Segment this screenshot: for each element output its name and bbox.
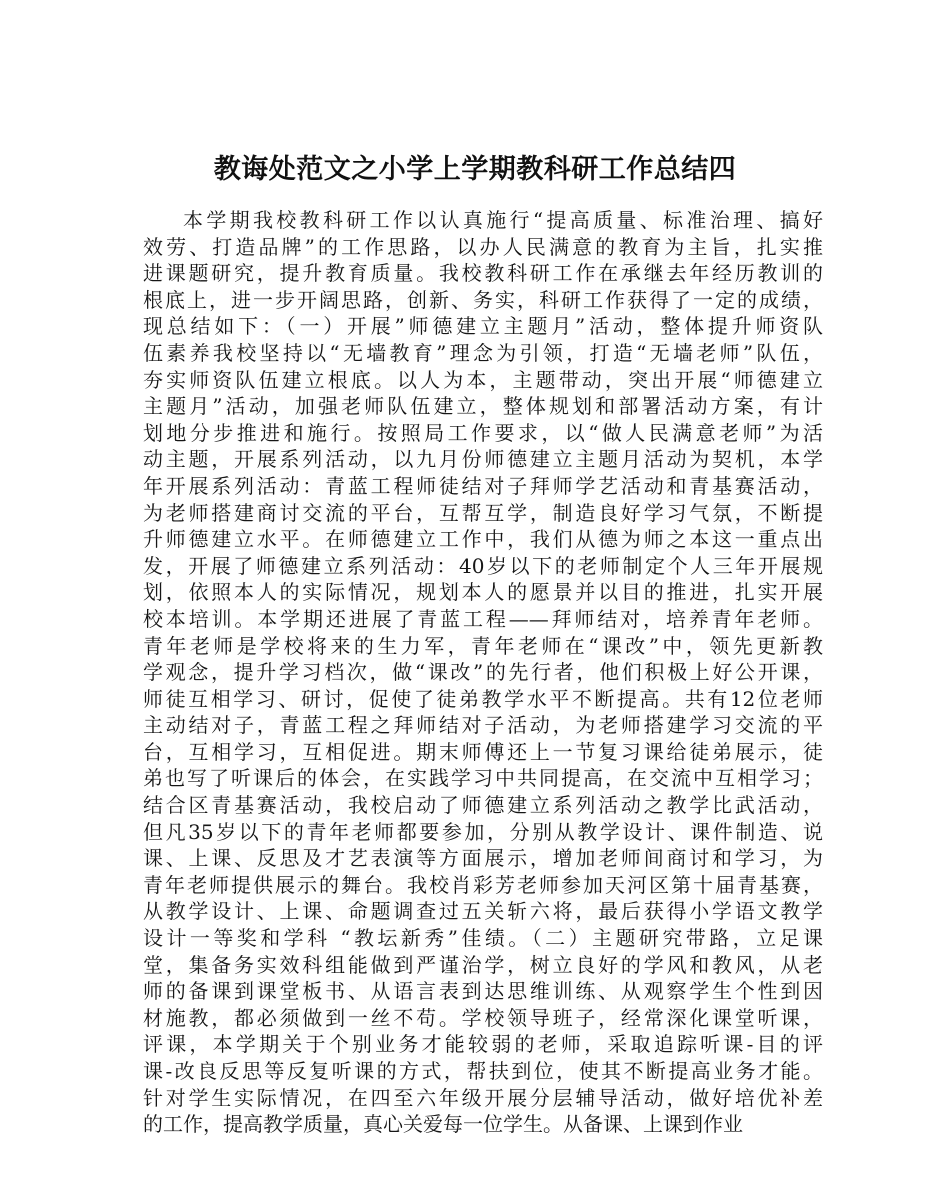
- body-line: 结合区青基赛活动，我校启动了师德建立系列活动之教学比武活动，: [143, 793, 823, 818]
- body-line: 划，依照本人的实际情况，规划本人的愿景并以目的推进，扎实开展: [143, 580, 823, 605]
- body-line: 效劳、打造品牌”的工作思路，以办人民满意的教育为主旨，扎实推: [143, 234, 823, 259]
- body-line: 动主题，开展系列活动，以九月份师德建立主题月活动为契机，本学: [143, 447, 823, 472]
- body-line: 课、上课、反思及才艺表演等方面展示，增加老师间商讨和学习，为: [143, 846, 823, 871]
- body-line: 青年老师是学校将来的生力军，青年老师在“课改”中，领先更新教: [143, 633, 823, 658]
- body-line: 材施教，都必须做到一丝不苟。学校领导班子，经常深化课堂听课，: [143, 1005, 823, 1030]
- body-line: 学观念，提升学习档次，做“课改”的先行者，他们积极上好公开课，: [143, 660, 823, 685]
- body-line: 弟也写了听课后的体会，在实践学习中共同提高，在交流中互相学习；: [143, 766, 823, 791]
- body-line: 伍素养我校坚持以“无墙教育”理念为引领，打造“无墙老师”队伍，: [143, 340, 823, 365]
- body-text: [143, 207, 823, 1138]
- body-line: 发，开展了师德建立系列活动：40岁以下的老师制定个人三年开展规: [143, 553, 823, 578]
- body-line: 现总结如下：（一）开展”师德建立主题月”活动，整体提升师资队: [143, 314, 823, 339]
- body-line: 台，互相学习，互相促进。期末师傅还上一节复习课给徒弟展示，徒: [143, 739, 823, 764]
- body-line: 主题月”活动，加强老师队伍建立，整体规划和部署活动方案，有计: [143, 394, 823, 419]
- body-line: 课-改良反思等反复听课的方式，帮扶到位，使其不断提高业务才能。: [143, 1059, 823, 1083]
- body-line: 的工作，提高教学质量，真心关爱每一位学生。从备课、上课到作业: [143, 1112, 743, 1137]
- body-line: 夯实师资队伍建立根底。以人为本，主题带动，突出开展“师德建立: [143, 367, 823, 392]
- body-line: 进课题研究，提升教育质量。我校教科研工作在承继去年经历教训的: [143, 261, 823, 286]
- body-line: 师的备课到课堂板书、从语言表到达思维训练、从观察学生个性到因: [143, 979, 823, 1004]
- body-line: 针对学生实际情况，在四至六年级开展分层辅导活动，做好培优补差: [143, 1085, 823, 1110]
- body-line: 师徒互相学习、研讨，促使了徒弟教学水平不断提高。共有12位老师: [143, 686, 823, 711]
- body-line: 划地分步推进和施行。按照局工作要求，以“做人民满意老师”为活: [143, 420, 823, 445]
- body-line: 升师德建立水平。在师德建立工作中，我们从德为师之本这一重点出: [143, 527, 823, 552]
- body-line: 青年老师提供展示的舞台。我校肖彩芳老师参加天河区第十届青基赛，: [143, 872, 823, 897]
- body-line: 本学期我校教科研工作以认真施行“提高质量、标准治理、搞好: [183, 208, 823, 232]
- body-line: 为老师搭建商讨交流的平台，互帮互学，制造良好学习气氛，不断提: [143, 500, 823, 525]
- body-line: 根底上，进一步开阔思路，创新、务实，科研工作获得了一定的成绩，: [143, 287, 823, 312]
- body-line: 年开展系列活动：青蓝工程师徒结对子拜师学艺活动和青基赛活动，: [143, 473, 823, 498]
- body-line: 主动结对子，青蓝工程之拜师结对子活动，为老师搭建学习交流的平: [143, 713, 823, 738]
- document-title: 教诲处范文之小学上学期教科研工作总结四: [213, 154, 737, 186]
- body-line: 从教学设计、上课、命题调查过五关斩六将，最后获得小学语文教学: [143, 899, 823, 924]
- body-line: 但凡35岁以下的青年老师都要参加，分别从教学设计、课件制造、说: [143, 819, 823, 844]
- body-line: 校本培训。本学期还进展了青蓝工程——拜师结对，培养青年老师。: [143, 606, 823, 631]
- body-line: 评课，本学期关于个别业务才能较弱的老师，采取追踪听课-目的评: [143, 1032, 823, 1057]
- body-line: 设计一等奖和学科 “教坛新秀”佳绩。（二）主题研究带路，立足课: [143, 926, 823, 951]
- body-line: 堂，集备务实效科组能做到严谨治学，树立良好的学风和教风，从老: [143, 952, 823, 977]
